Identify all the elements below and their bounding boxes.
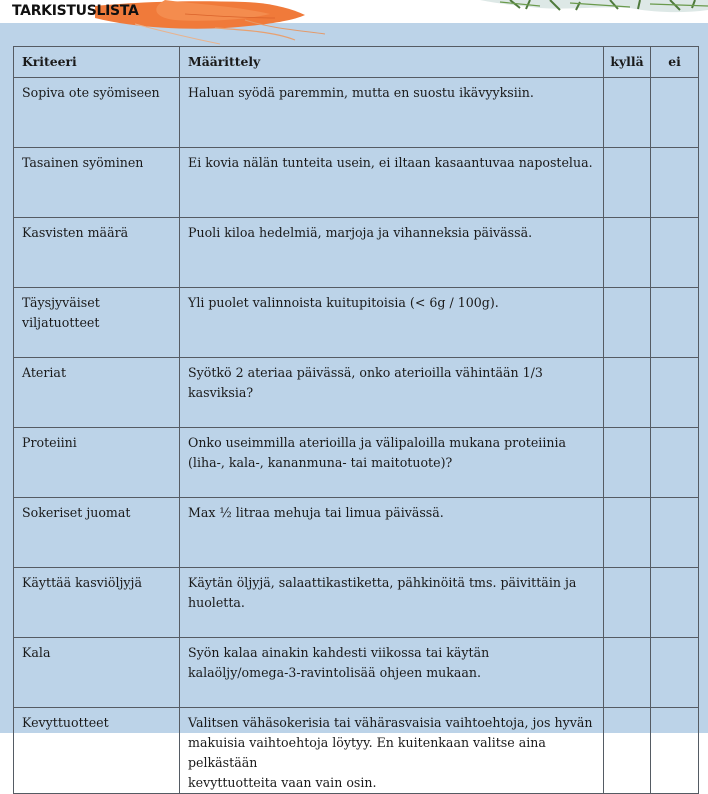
yes-checkbox-cell[interactable] xyxy=(604,148,651,218)
definition-line: Käytän öljyjä, salaattikastiketta, pähkinöitä tms. päivittäin ja huoletta. xyxy=(188,575,577,610)
definition-line: makuisia vaihtoehtoja löytyy. En kuitenkaan valitse aina pelkästään xyxy=(188,735,546,770)
definition-cell xyxy=(180,568,604,638)
header-criterion: Kriteeri xyxy=(14,47,180,78)
definition-line: Onko useimmilla aterioilla ja välipaloilla mukana proteiinia xyxy=(188,435,566,450)
yes-checkbox-cell[interactable] xyxy=(604,498,651,568)
herb-illustration xyxy=(480,0,708,20)
header-no: ei xyxy=(651,47,699,78)
definition-line: kevyttuotteita vaan vain osin. xyxy=(188,775,377,790)
header-definition: Määrittely xyxy=(180,47,604,78)
no-checkbox-cell[interactable] xyxy=(651,358,699,428)
definition-line: Syön kalaa ainakin kahdesti viikossa tai käytän xyxy=(188,645,490,660)
no-checkbox-cell[interactable] xyxy=(651,498,699,568)
definition-line: Ei kovia nälän tunteita usein, ei iltaan kasaantuvaa napostelua. xyxy=(188,155,593,170)
criterion-cell: Proteiini xyxy=(14,428,180,498)
no-checkbox-cell[interactable] xyxy=(651,288,699,358)
definition-line: Max ½ litraa mehuja tai limua päivässä. xyxy=(188,505,444,520)
no-checkbox-cell[interactable] xyxy=(651,218,699,288)
definition-line: Puoli kiloa hedelmiä, marjoja ja vihanneksia päivässä. xyxy=(188,225,533,240)
no-checkbox-cell[interactable] xyxy=(651,638,699,708)
table-row xyxy=(14,638,699,708)
definition-cell xyxy=(180,428,604,498)
definition-line: kalaöljy/omega-3-ravintolisää ohjeen mukaan. xyxy=(188,665,482,680)
table-row xyxy=(14,288,699,358)
definition-cell xyxy=(180,78,604,148)
criterion-cell: Kasvisten määrä xyxy=(14,218,180,288)
yes-checkbox-cell[interactable] xyxy=(604,78,651,148)
no-checkbox-cell[interactable] xyxy=(651,148,699,218)
definition-cell xyxy=(180,708,604,794)
definition-cell xyxy=(180,218,604,288)
table-row xyxy=(14,148,699,218)
criterion-cell: Sokeriset juomat xyxy=(14,498,180,568)
table-row xyxy=(14,498,699,568)
definition-cell xyxy=(180,358,604,428)
criterion-cell: Kala xyxy=(14,638,180,708)
criterion-cell: Sopiva ote syömiseen xyxy=(14,78,180,148)
no-checkbox-cell[interactable] xyxy=(651,708,699,794)
header-yes: kyllä xyxy=(604,47,651,78)
criterion-cell: Tasainen syöminen xyxy=(14,148,180,218)
definition-line: Haluan syödä paremmin, mutta en suostu ikävyyksiin. xyxy=(188,85,534,100)
criterion-cell: Ateriat xyxy=(14,358,180,428)
table-row xyxy=(14,78,699,148)
yes-checkbox-cell[interactable] xyxy=(604,708,651,794)
definition-cell xyxy=(180,288,604,358)
checklist-table xyxy=(13,46,699,794)
criterion-cell: Käyttää kasviöljyjä xyxy=(14,568,180,638)
yes-checkbox-cell[interactable] xyxy=(604,288,651,358)
header-row xyxy=(14,47,699,78)
table-row xyxy=(14,428,699,498)
definition-cell xyxy=(180,148,604,218)
yes-checkbox-cell[interactable] xyxy=(604,638,651,708)
definition-line: Valitsen vähäsokerisia tai vähärasvaisia vaihtoehtoja, jos hyvän xyxy=(188,715,593,730)
definition-cell xyxy=(180,638,604,708)
table-row xyxy=(14,708,699,794)
yes-checkbox-cell[interactable] xyxy=(604,218,651,288)
definition-cell xyxy=(180,498,604,568)
no-checkbox-cell[interactable] xyxy=(651,568,699,638)
yes-checkbox-cell[interactable] xyxy=(604,428,651,498)
table-row xyxy=(14,358,699,428)
criterion-cell: Kevyttuotteet xyxy=(14,708,180,794)
criterion-cell: Täysjyväiset viljatuotteet xyxy=(14,288,180,358)
yes-checkbox-cell[interactable] xyxy=(604,568,651,638)
definition-line: Yli puolet valinnoista kuitupitoisia (< 6g / 100g). xyxy=(188,295,499,310)
definition-line: Syötkö 2 ateriaa päivässä, onko aterioilla vähintään 1/3 kasviksia? xyxy=(188,365,543,400)
definition-line: (liha-, kala-, kananmuna- tai maitotuote)? xyxy=(188,455,453,470)
no-checkbox-cell[interactable] xyxy=(651,428,699,498)
no-checkbox-cell[interactable] xyxy=(651,78,699,148)
page-title: TARKISTUSLISTA xyxy=(12,3,139,19)
table-row xyxy=(14,568,699,638)
table-row xyxy=(14,218,699,288)
yes-checkbox-cell[interactable] xyxy=(604,358,651,428)
